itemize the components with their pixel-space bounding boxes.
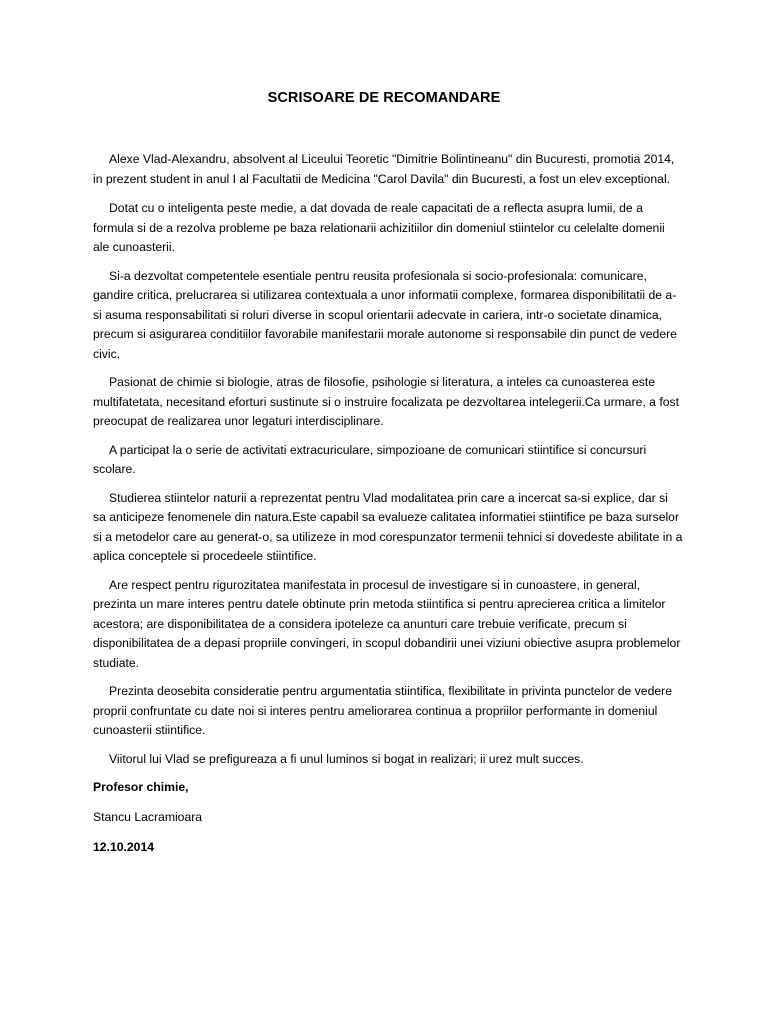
paragraph-interests: Pasionat de chimie si biologie, atras de filosofie, psihologie si literatura, a inteles ca cunoasterea este multifatetata, necesitand eforturi sustinute si o instruire focalizata pe dezvoltarea intelegerii.Ca urmare, a fost preocupat de realizarea unor legaturi interdisciplinare. [93, 375, 679, 428]
paragraph-closing: Viitorul lui Vlad se prefigureaza a fi unul luminos si bogat in realizari; ii urez mult succes. [109, 751, 584, 766]
signature-date: 12.10.2014 [93, 840, 154, 854]
letter-title: SCRISOARE DE RECOMANDARE [267, 90, 501, 106]
signature-name: Stancu Lacramioara [93, 809, 203, 824]
paragraph-natural-sciences: Studierea stiintelor naturii a reprezentat pentru Vlad modalitatea prin care a incercat sa-si explice, dar si sa anticipeze fenomenele din natura.Este capabil sa evalueze calitatea informatiei stiintifice pe baza surselor si a metodelor care au generat-o, sa utilizeze in mod corespunzator termenii tehnici si dovedeste abilitate in a aplica conceptele si procedeele stiintifice. [93, 490, 683, 563]
paragraph-rigor: Are respect pentru rigurozitatea manifestata in procesul de investigare si in cunoastere, in general, prezinta un mare interes pentru datele obtinute prin metoda stiintifica si pentru aprecierea critica a limitelor acestora; are disponibilitatea de a considera ipoteleze ca anunturi care trebuie verificate, precum si disponibilitatea de a depasi propriile convingeri, in scopul dobandirii unei viziuni obiective asupra problemelor studiate. [93, 577, 681, 670]
letter-body [93, 150, 683, 858]
paragraph-intelligence: Dotat cu o inteligenta peste medie, a dat dovada de reale capacitati de a reflecta asupra lumii, de a formula si de a rezolva probleme pe baza relationarii achizitiilor din domeniul stiintelor cu celelalte domenii ale cunoasterii. [93, 201, 665, 254]
paragraph-activities: A participat la o serie de activitati extracuriculare, simpozioane de comunicari stiintifice si concursuri scolare. [93, 442, 647, 476]
signature-role: Profesor chimie, [93, 780, 189, 794]
paragraph-argumentation: Prezinta deosebita consideratie pentru argumentatia stiintifica, flexibilitate in privinta punctelor de vedere proprii confruntate cu date noi si interes pentru ameliorarea continua a propriilor performante in domeniul cunoasterii stiintifice. [93, 684, 672, 737]
paragraph-competences: Si-a dezvoltat competentele esentiale pentru reusita profesionala si socio-profesionala: comunicare, gandire critica, prelucrarea si utilizarea contextuala a unor informatii complexe, formarea disponibilitatii de a-si asuma responsabilitati si roluri diverse in scopul orientarii adecvate in cariera, intr-o societate dinamica, precum si asigurarea conditiilor favorabile manifestarii morale autonome si responsabile din punct de vedere civic. [93, 268, 677, 361]
paragraph-introduction: Alexe Vlad-Alexandru, absolvent al Liceului Teoretic "Dimitrie Bolintineanu" din Bucuresti, promotia 2014, in prezent student in anul I al Facultatii de Medicina "Carol Davila" din Bucuresti, a fost un elev exceptional. [93, 152, 675, 186]
